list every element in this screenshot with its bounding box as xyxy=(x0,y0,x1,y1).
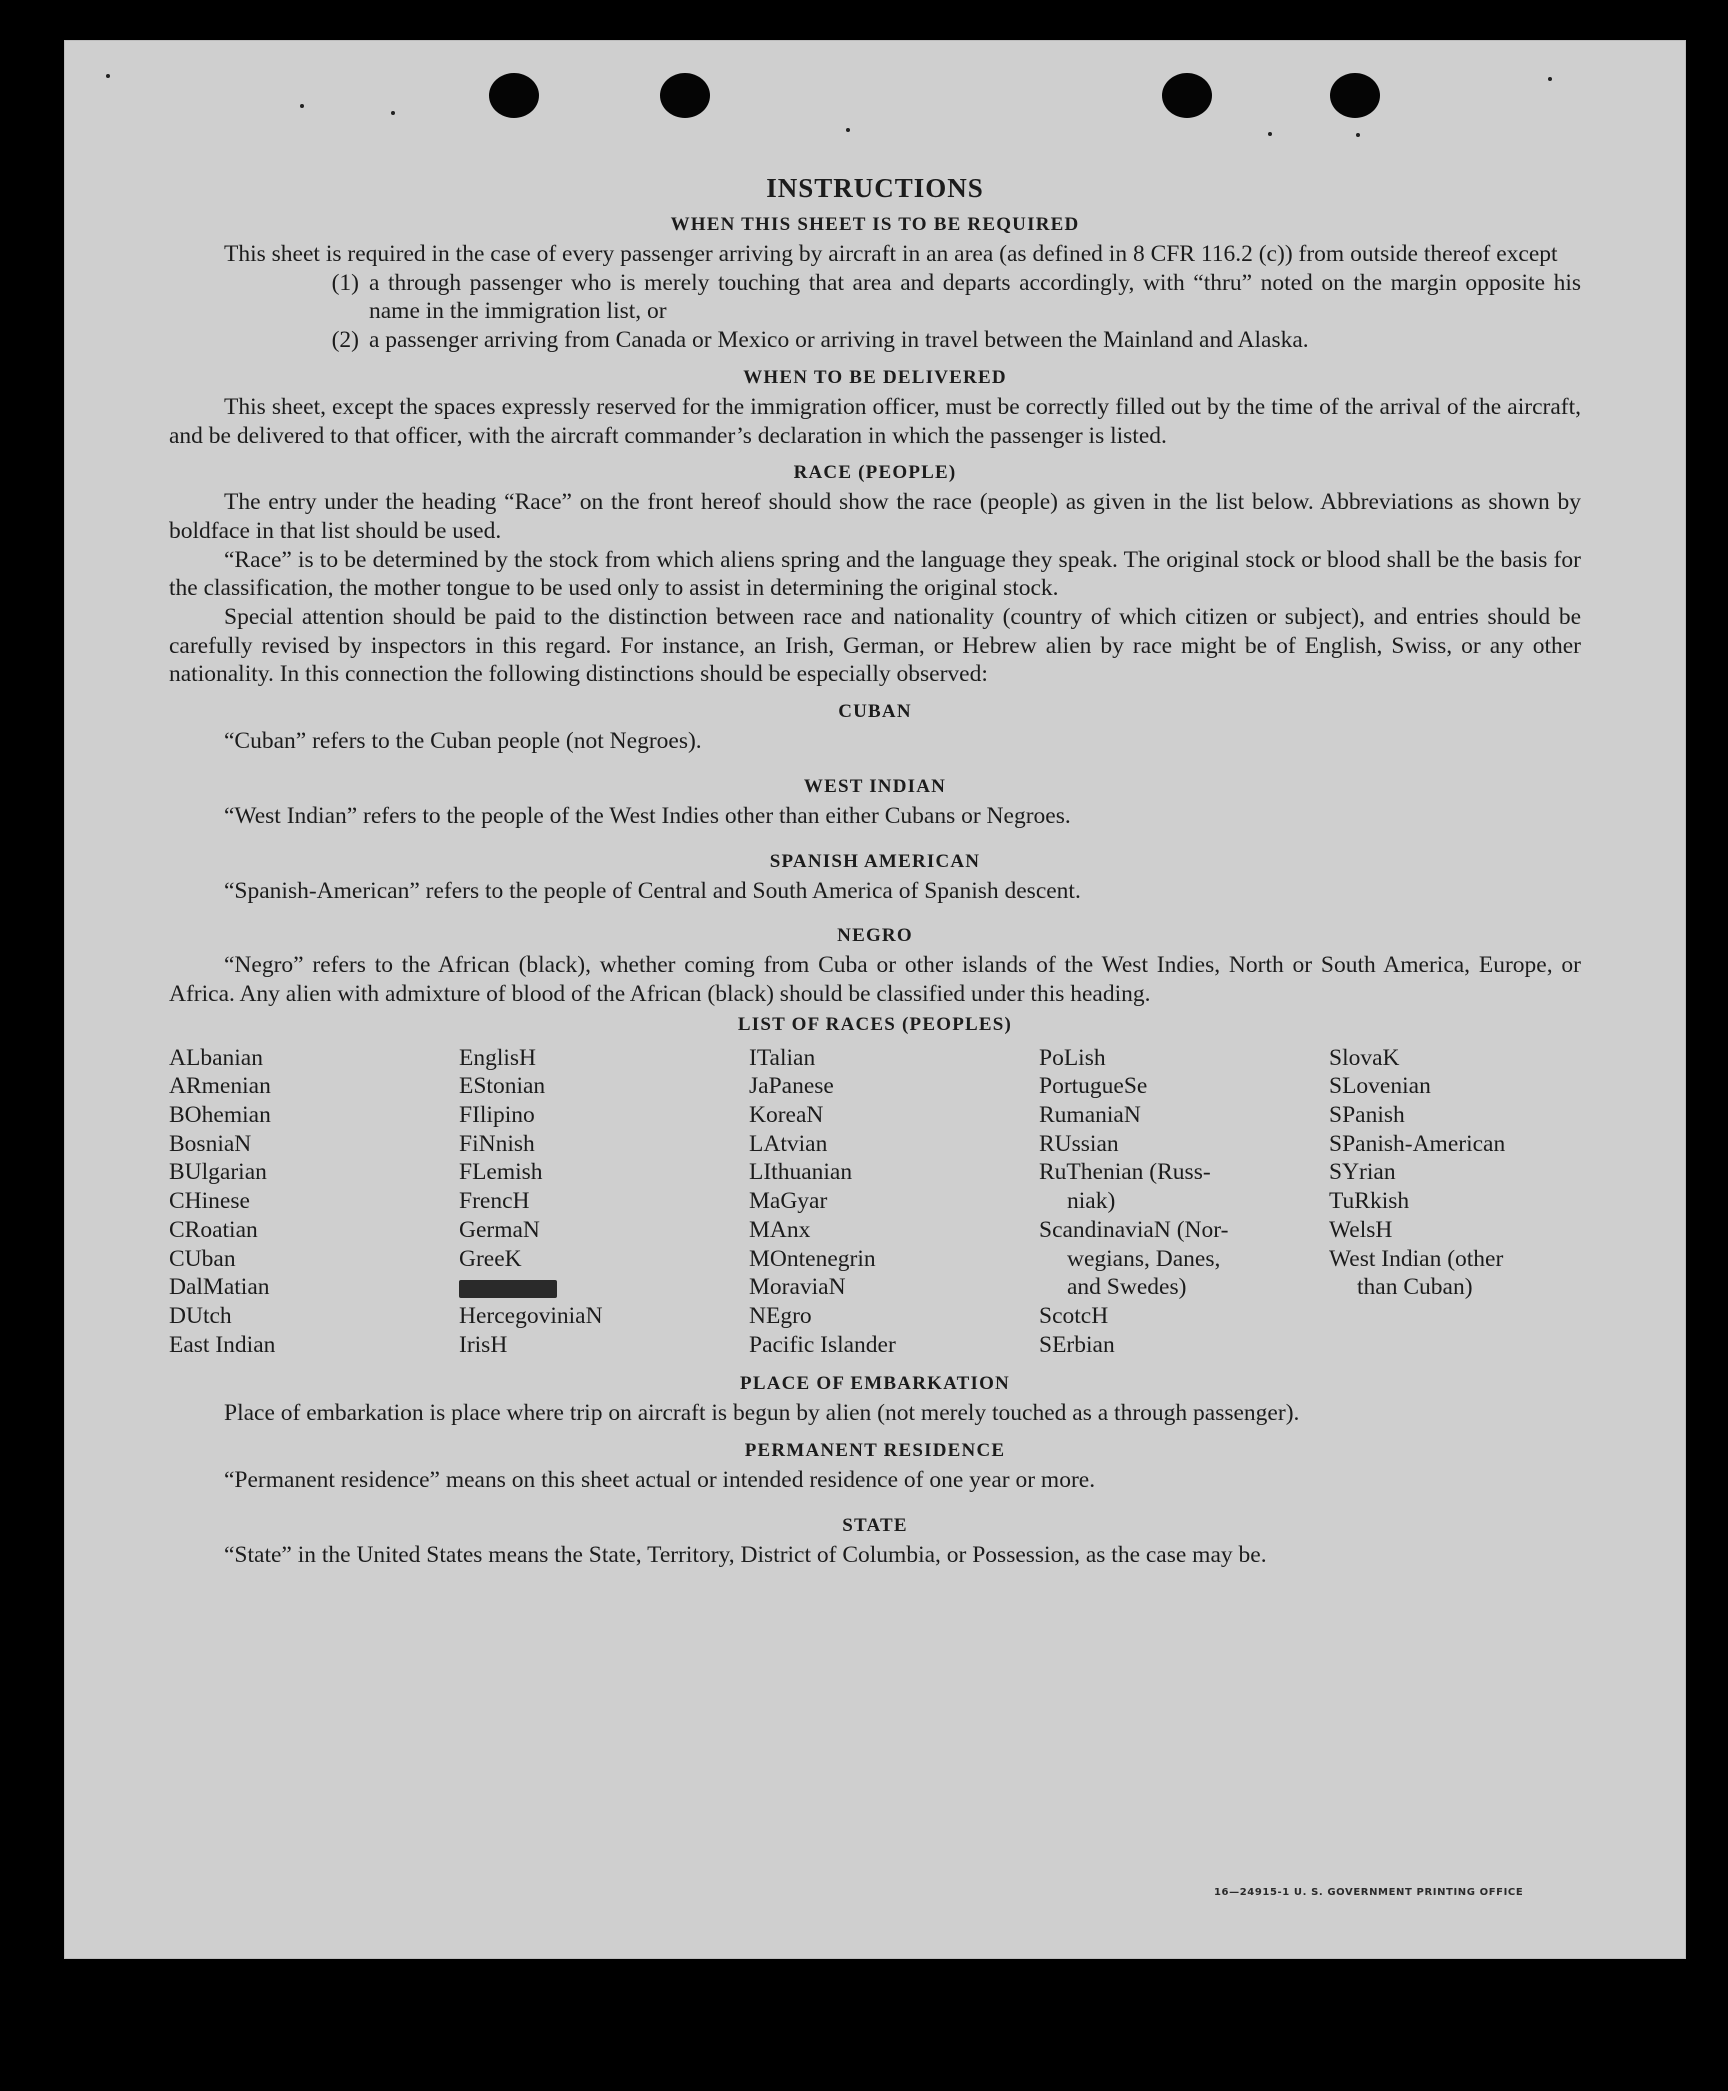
race-entry: LAtvian xyxy=(749,1130,828,1157)
race-list xyxy=(169,1044,1581,1360)
redaction-mark xyxy=(459,1280,557,1298)
speck xyxy=(391,111,395,115)
race-entry: RuThenian (Russ- xyxy=(1039,1159,1211,1186)
race-entry: GreeK xyxy=(459,1245,522,1272)
race-entry: RumaniaN xyxy=(1039,1102,1141,1129)
exception-text: a passenger arriving from Canada or Mexico or arriving in travel between the Mainland and Alaska. xyxy=(369,327,1309,354)
race-entry-redacted xyxy=(459,1273,749,1302)
permanent-residence-text: “Permanent residence” means on this sheet actual or intended residence of one year or more. xyxy=(224,1467,1096,1494)
exception-item xyxy=(169,269,1581,326)
section-heading-list-of-races: LIST OF RACES (PEOPLES) xyxy=(737,1013,1013,1035)
speck xyxy=(1548,77,1552,81)
race-entry: KoreaN xyxy=(749,1102,824,1129)
race-entry: PortugueSe xyxy=(1039,1073,1148,1100)
race-entry: MoraviaN xyxy=(749,1274,846,1301)
race-entry: CHinese xyxy=(169,1188,250,1215)
race-entry: niak) xyxy=(1067,1188,1116,1215)
race-entry: DUtch xyxy=(169,1302,232,1329)
race-entry: WelsH xyxy=(1329,1216,1393,1243)
race-entry: GermaN xyxy=(459,1216,540,1243)
race-paragraph: “Race” is to be determined by the stock from which aliens spring and the language they speak. The original stock or blood shall be the basis for the classification, the mother tongue to be used only to assist in determining the original stock. xyxy=(169,546,1581,602)
race-entry: BUlgarian xyxy=(169,1159,267,1186)
section-heading-spanish-american: SPANISH AMERICAN xyxy=(769,850,981,872)
race-entry: EnglisH xyxy=(459,1044,537,1071)
west-indian-text: “West Indian” refers to the people of the West Indies other than either Cubans or Negroes. xyxy=(224,802,1071,829)
document-page xyxy=(64,40,1686,1959)
race-entry: ScotcH xyxy=(1039,1302,1109,1329)
when-required-intro: This sheet is required in the case of every passenger arriving by aircraft in an area (as defined in 8 CFR 116.2 (c)) from outside thereof except xyxy=(224,241,1558,267)
race-entry: HercegoviniaN xyxy=(459,1302,603,1329)
race-entry: PoLish xyxy=(1039,1044,1106,1071)
race-entry: than Cuban) xyxy=(1357,1274,1473,1301)
race-entry: West Indian (other xyxy=(1329,1245,1504,1272)
punch-hole xyxy=(660,73,710,118)
race-entry: LIthuanian xyxy=(749,1159,853,1186)
race-entry: JaPanese xyxy=(749,1073,834,1100)
race-column xyxy=(459,1044,749,1360)
speck xyxy=(300,104,304,108)
race-entry: FrencH xyxy=(459,1188,530,1215)
race-entry: ScandinaviaN (Nor- xyxy=(1039,1216,1229,1243)
punch-hole xyxy=(489,73,539,118)
race-entry: wegians, Danes, xyxy=(1067,1245,1221,1272)
race-entry: NEgro xyxy=(749,1302,812,1329)
race-paragraph: Special attention should be paid to the distinction between race and nationality (country of which citizen or subject), and entries should be carefully revised by inspectors in this regard. For instance, an Irish, German, or Hebrew alien by race might be of English, Swiss, or any other nationality. In this connection the following distinctions should be especially observed: xyxy=(169,604,1581,688)
speck xyxy=(846,128,850,132)
section-heading-when-required: WHEN THIS SHEET IS TO BE REQUIRED xyxy=(670,214,1080,235)
race-entry: Pacific Islander xyxy=(749,1331,896,1358)
speck xyxy=(1268,132,1272,136)
section-heading-west-indian: WEST INDIAN xyxy=(803,775,947,797)
negro-text: “Negro” refers to the African (black), whether coming from Cuba or other islands of the West Indies, North or South America, Europe, or Africa. Any alien with admixture of blood of the African (black) should be classified under this heading. xyxy=(169,952,1581,1007)
exception-item xyxy=(169,326,1581,355)
race-entry: BosniaN xyxy=(169,1130,252,1157)
instructions-body xyxy=(169,170,1581,1570)
race-entry: FIlipino xyxy=(459,1102,535,1129)
race-column xyxy=(169,1044,459,1360)
page-title: INSTRUCTIONS xyxy=(766,173,984,203)
printing-office-imprint: 16—24915-1 U. S. GOVERNMENT PRINTING OFFICE xyxy=(1214,1887,1524,1898)
race-entry: East Indian xyxy=(169,1331,276,1358)
cuban-text: “Cuban” refers to the Cuban people (not Negroes). xyxy=(224,728,702,755)
race-entry: FLemish xyxy=(459,1159,543,1186)
race-entry: MaGyar xyxy=(749,1188,828,1215)
race-column xyxy=(749,1044,1039,1360)
race-entry: MAnx xyxy=(749,1216,811,1243)
spanish-american-text: “Spanish-American” refers to the people of Central and South America of Spanish descent. xyxy=(224,877,1081,904)
race-entry: SLovenian xyxy=(1329,1073,1431,1100)
section-heading-embarkation: PLACE OF EMBARKATION xyxy=(740,1373,1010,1395)
race-entry: BOhemian xyxy=(169,1102,271,1129)
section-heading-negro: NEGRO xyxy=(837,925,913,947)
section-heading-state: STATE xyxy=(842,1514,908,1536)
section-heading-when-delivered: WHEN TO BE DELIVERED xyxy=(743,366,1007,388)
race-entry: EStonian xyxy=(459,1073,546,1100)
exception-number: (1) xyxy=(331,269,359,296)
race-entry: ITalian xyxy=(749,1044,816,1071)
state-text: “State” in the United States means the State, Territory, District of Columbia, or Possession, as the case may be. xyxy=(224,1541,1267,1568)
section-heading-race: RACE (PEOPLE) xyxy=(793,462,957,484)
punch-hole xyxy=(1162,73,1212,118)
race-entry: SErbian xyxy=(1039,1331,1115,1358)
race-entry: ALbanian xyxy=(169,1044,263,1071)
race-entry: SPanish-American xyxy=(1329,1130,1506,1157)
speck xyxy=(1356,133,1360,137)
race-entry: SlovaK xyxy=(1329,1044,1400,1071)
exception-text: a through passenger who is merely touching that area and departs accordingly, with “thru” noted on the margin opposite his name in the immigration list, or xyxy=(369,269,1581,325)
race-entry: MOntenegrin xyxy=(749,1245,876,1272)
race-entry: SPanish xyxy=(1329,1102,1405,1129)
race-column xyxy=(1039,1044,1329,1360)
section-heading-cuban: CUBAN xyxy=(838,701,912,723)
race-entry: IrisH xyxy=(459,1331,508,1358)
speck xyxy=(106,74,110,78)
race-entry: and Swedes) xyxy=(1067,1274,1187,1301)
section-heading-permanent-residence: PERMANENT RESIDENCE xyxy=(744,1440,1006,1462)
race-paragraph: The entry under the heading “Race” on the front hereof should show the race (people) as given in the list below. Abbreviations as shown by boldface in that list should be used. xyxy=(169,489,1581,544)
race-column xyxy=(1329,1044,1581,1360)
race-entry: ARmenian xyxy=(169,1073,271,1100)
embarkation-text: Place of embarkation is place where trip on aircraft is begun by alien (not merely touched as a through passenger). xyxy=(224,1400,1300,1427)
race-entry: DalMatian xyxy=(169,1274,270,1301)
when-delivered-text: This sheet, except the spaces expressly reserved for the immigration officer, must be correctly filled out by the time of the arrival of the aircraft, and be delivered to that officer, with the aircraft commander’s declaration in which the passenger is listed. xyxy=(169,393,1581,449)
race-entry: TuRkish xyxy=(1329,1188,1410,1215)
race-entry: SYrian xyxy=(1329,1159,1396,1186)
race-entry: CUban xyxy=(169,1245,236,1272)
race-entry: RUssian xyxy=(1039,1130,1119,1157)
race-entry: CRoatian xyxy=(169,1216,258,1243)
exception-number: (2) xyxy=(331,327,359,354)
punch-hole xyxy=(1330,73,1380,118)
race-entry: FiNnish xyxy=(459,1130,535,1157)
